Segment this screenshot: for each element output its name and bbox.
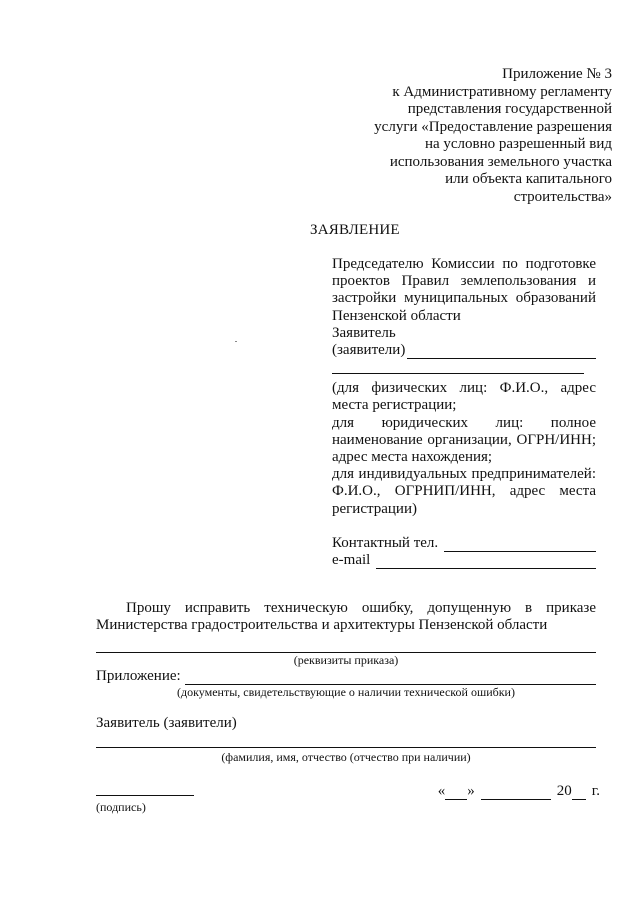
note-line: наименование организации, ОГРН/ИНН; xyxy=(332,431,596,448)
applicant-label: Заявитель xyxy=(332,324,396,341)
date-year-field[interactable] xyxy=(572,785,586,800)
note-line: (для физических лиц: Ф.И.О., адрес xyxy=(332,380,596,397)
document-title: ЗАЯВЛЕНИЕ xyxy=(310,222,400,238)
applicant-signature-label: Заявитель (заявители) xyxy=(96,715,237,731)
note-line: места регистрации; xyxy=(332,397,457,414)
addressee-line: Пензенской области xyxy=(332,307,461,324)
date-day-field[interactable] xyxy=(445,785,467,800)
date-row xyxy=(438,783,600,800)
header-line: строительства» xyxy=(513,188,612,205)
note-line: Ф.И.О., ОГРНИП/ИНН, адрес места xyxy=(332,483,596,500)
applicant-name-field[interactable] xyxy=(96,747,596,748)
request-line: Министерства градостроительства и архитектуры Пензенской области xyxy=(96,617,548,634)
addressee-line: Председателю Комиссии по подготовке xyxy=(332,256,596,272)
scan-speck xyxy=(235,341,237,342)
header-line: на условно разрешенный вид xyxy=(424,136,612,152)
appendix-header xyxy=(312,66,612,206)
note-line: адрес места нахождения; xyxy=(332,449,493,466)
addressee-line: проектов Правил землепользования и xyxy=(332,273,596,290)
date-year-prefix: 20 xyxy=(556,783,572,799)
phone-row xyxy=(332,535,596,552)
order-details-caption: (реквизиты приказа) xyxy=(293,653,399,667)
note-line: регистрации) xyxy=(332,500,417,517)
applicant-name-caption: (фамилия, имя, отчество (отчество при наличии) xyxy=(221,750,471,764)
attachment-field[interactable] xyxy=(185,671,596,685)
note-line: для юридических лиц: полное xyxy=(332,414,596,431)
date-open-quote: « xyxy=(437,783,446,799)
date-year-suffix: г. xyxy=(591,783,600,799)
header-line: использования земельного участка xyxy=(389,153,612,170)
request-block xyxy=(96,600,596,634)
header-line: или объекта капитального xyxy=(445,171,612,187)
applicants-blank-field-2[interactable] xyxy=(332,359,584,374)
applicants-label: (заявители) xyxy=(332,342,406,359)
date-close-quote: » xyxy=(467,783,475,799)
applicants-blank-field[interactable] xyxy=(407,345,596,359)
header-line: к Административному регламенту xyxy=(392,83,612,100)
header-line: представления государственной xyxy=(407,101,612,117)
header-line: услуги «Предоставление разрешения xyxy=(374,118,612,135)
attachment-label: Приложение: xyxy=(96,668,181,684)
header-line: Приложение № 3 xyxy=(502,66,612,82)
note-line: для индивидуальных предпринимателей: xyxy=(332,466,596,483)
phone-label: Контактный тел. xyxy=(332,534,439,551)
attachment-caption: (документы, свидетельствующие о наличии технической ошибки) xyxy=(177,685,515,699)
phone-field[interactable] xyxy=(444,538,596,552)
applicants-row xyxy=(332,342,596,359)
signature-caption: (подпись) xyxy=(96,800,146,814)
addressee-block xyxy=(332,256,596,569)
signature-field[interactable] xyxy=(96,795,194,796)
request-line: Прошу исправить техническую ошибку, допущенную в приказе xyxy=(126,600,596,616)
attachment-row xyxy=(96,668,596,685)
email-label: e-mail xyxy=(332,552,371,569)
email-field[interactable] xyxy=(376,555,596,569)
addressee-line: застройки муниципальных образований xyxy=(332,290,596,307)
email-row xyxy=(332,552,596,569)
date-month-field[interactable] xyxy=(481,785,551,800)
